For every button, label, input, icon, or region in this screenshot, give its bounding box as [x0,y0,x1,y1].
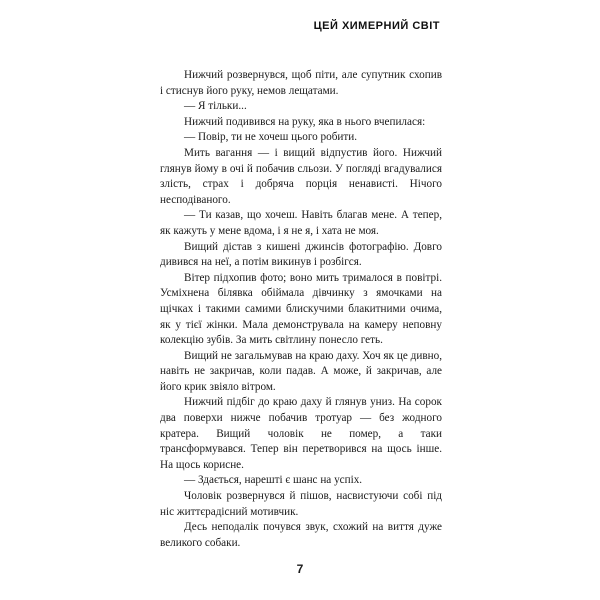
paragraph-13: Десь неподалік почувся звук, схожий на виття дуже великого собаки. [160,521,442,549]
paragraph-10: Нижчий підбіг до краю даху й глянув униз. На сорок два поверхи нижче побачив тротуар — без жодного кратера. Вищий чоловік не помер, а таки трансформувався. Тепер він перетворився на щось інше. На щось корисне. [160,396,442,471]
page-number: 7 [296,562,304,576]
paragraph-2: — Я тільки... [184,100,247,113]
paragraph-11: — Здається, нарешті є шанс на успіх. [184,474,363,487]
paragraph-6: — Ти казав, що хочеш. Навіть благав мене. А тепер, як кажуть у мене вдома, і я не я, і хата не моя. [160,209,442,237]
paragraph-5: Мить вагання — і вищий відпустив його. Нижчий глянув йому в очі й побачив сльози. У погляді вгадувалися злість, страх і добряча порція ненависті. Нічого несподіваного. [160,146,442,206]
paragraph-7: Вищий дістав з кишені джинсів фотографію. Довго дивився на неї, а потім викинув і розбігся. [160,240,442,269]
body-text [160,68,442,551]
paragraph-3: Нижчий подивився на руку, яка в нього вчепилася: [184,115,426,128]
running-header: ЦЕЙ ХИМЕРНИЙ СВІТ [313,20,440,32]
paragraph-1: Нижчий розвернувся, щоб піти, але супутник схопив і стиснув його руку, немов лещатами. [160,69,442,97]
paragraph-8: Вітер підхопив фото; воно мить трималося в повітрі. Усміхнена білявка обіймала дівчинку з ямочками на щічках і такими самими блискучими блакитними очима, як у тієї жінки. Мала демонструвала на камеру неповну колекцію зубів. За мить світлину понесло геть. [160,271,442,347]
paragraph-4: — Повір, ти не хочеш цього робити. [184,131,358,144]
paragraph-9: Вищий не загальмував на краю даху. Хоч як це дивно, навіть не закричав, коли падав. А може, й закричав, але його крик звіяло вітром. [160,349,442,393]
paragraph-12: Чоловік розвернувся й пішов, насвистуючи собі під ніс життєрадісний мотивчик. [160,490,442,518]
